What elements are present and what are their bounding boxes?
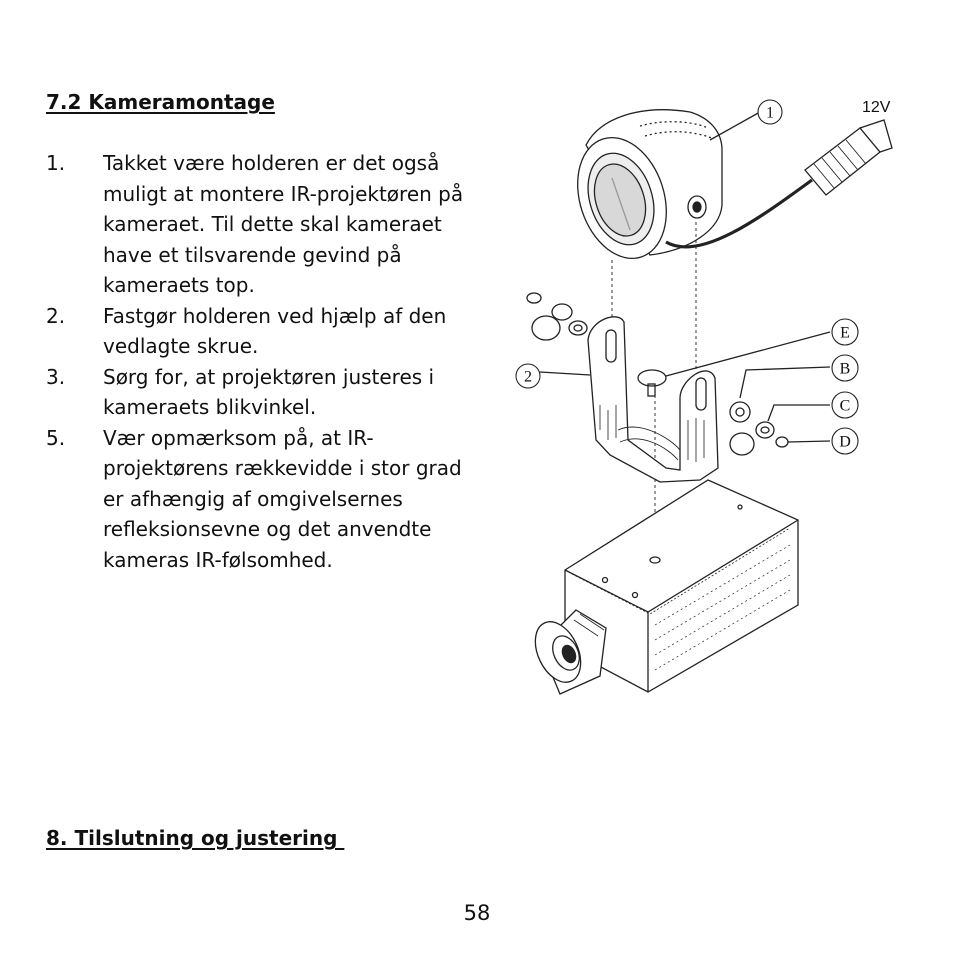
bracket-drawing: [540, 317, 718, 482]
step-text: Takket være holderen er det også muligt at montere IR-projektøren på kameraet. Til dette skal kameraet have et tilsvarende gevind på kameraets top.: [103, 151, 464, 297]
screw-set-right-drawing: [730, 367, 830, 455]
step-item: [46, 301, 486, 362]
step-text: Fastgør holderen ved hjælp af den vedlagte skrue.: [103, 303, 447, 358]
mounting-screw-drawing: [638, 332, 830, 396]
callout-b-label: B: [839, 360, 851, 378]
callout-c-label: C: [839, 397, 851, 415]
callout-1-label: 1: [766, 104, 774, 122]
section-heading: 7.2 Kameramontage: [46, 90, 275, 114]
screw-set-left-drawing: [527, 293, 587, 340]
step-item: [46, 423, 486, 576]
step-text: Vær opmærksom på, at IR-projektørens rækkevidde i stor grad er afhængig af omgivelsernes refleksionsevne og det anvendte kameras IR-følsomhed.: [103, 425, 462, 572]
step-number: 1.: [46, 151, 66, 175]
mounting-steps: [46, 148, 486, 575]
step-item: [46, 148, 486, 301]
camera-mounting-diagram: [510, 90, 910, 710]
voltage-label: 12V: [862, 99, 891, 116]
next-section-heading: 8. Tilslutning og justering: [46, 826, 345, 850]
step-number: 3.: [46, 364, 66, 389]
camera-lens-drawing: [526, 610, 606, 694]
callout-2-label: 2: [524, 368, 532, 386]
step-number: 5.: [46, 425, 66, 450]
callout-e-label: E: [840, 324, 850, 342]
step-text: Sørg for, at projektøren justeres i kameraets blikvinkel.: [103, 364, 435, 419]
step-item: [46, 362, 486, 423]
page-number: 58: [463, 901, 491, 925]
step-number: 2.: [46, 303, 66, 328]
callout-d-label: D: [839, 433, 851, 451]
